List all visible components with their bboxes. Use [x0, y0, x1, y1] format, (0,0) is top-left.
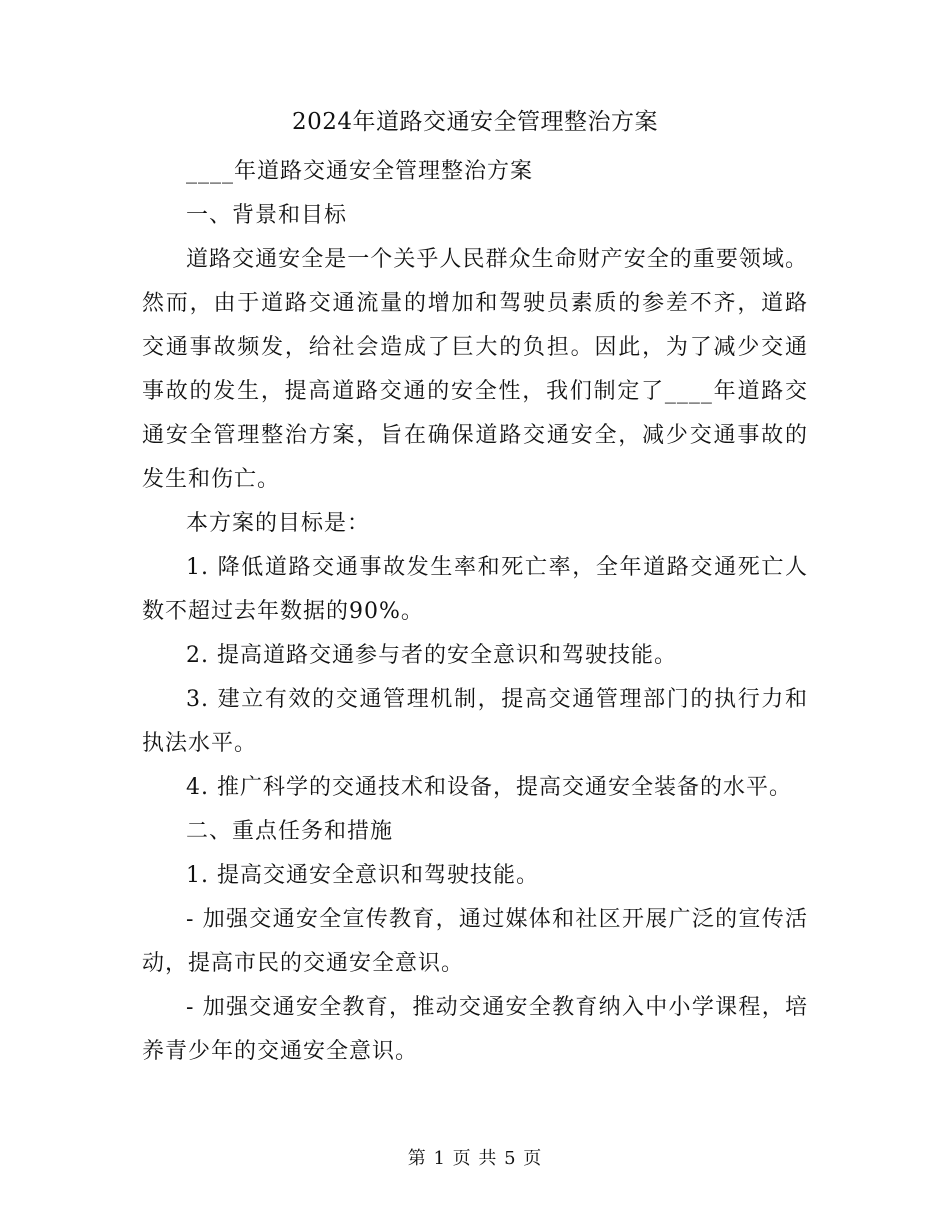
- goal-item-2: 2. 提高道路交通参与者的安全意识和驾驶技能。: [186, 643, 677, 668]
- goal-item-4: 4. 推广科学的交通技术和设备，提高交通安全装备的水平。: [186, 775, 792, 800]
- task-bullet-1: - 加强交通安全宣传教育，通过媒体和社区开展广泛的宣传活动，提高市民的交通安全意识。: [142, 907, 808, 976]
- section-heading-background: 一、背景和目标: [186, 203, 348, 228]
- paragraph-background: 道路交通安全是一个关乎人民群众生命财产安全的重要领域。然而，由于道路交通流量的增加和驾驶员素质的参差不齐，道路交通事故频发，给社会造成了巨大的负担。因此，为了减少交通事故的发生，提高道路交通的安全性，我们制定了____年道路交通安全管理整治方案，旨在确保道路交通安全，减少交通事故的发生和伤亡。: [142, 247, 808, 492]
- paragraph-subtitle: ____年道路交通安全管理整治方案: [186, 159, 534, 184]
- goal-item-3: 3. 建立有效的交通管理机制，提高交通管理部门的执行力和执法水平。: [142, 687, 808, 756]
- document-body: [142, 150, 808, 1074]
- page-footer: 第 1 页 共 5 页: [407, 1148, 543, 1169]
- task-bullet-2: - 加强交通安全教育，推动交通安全教育纳入中小学课程，培养青少年的交通安全意识。: [142, 995, 808, 1064]
- document-title: 2024年道路交通安全管理整治方案: [291, 109, 659, 135]
- paragraph-goals-intro: 本方案的目标是：: [186, 511, 371, 536]
- task-item-1: 1. 提高交通安全意识和驾驶技能。: [186, 863, 539, 888]
- section-heading-tasks: 二、重点任务和措施: [186, 819, 394, 844]
- goal-item-1: 1. 降低道路交通事故发生率和死亡率，全年道路交通死亡人数不超过去年数据的90%。: [142, 555, 808, 624]
